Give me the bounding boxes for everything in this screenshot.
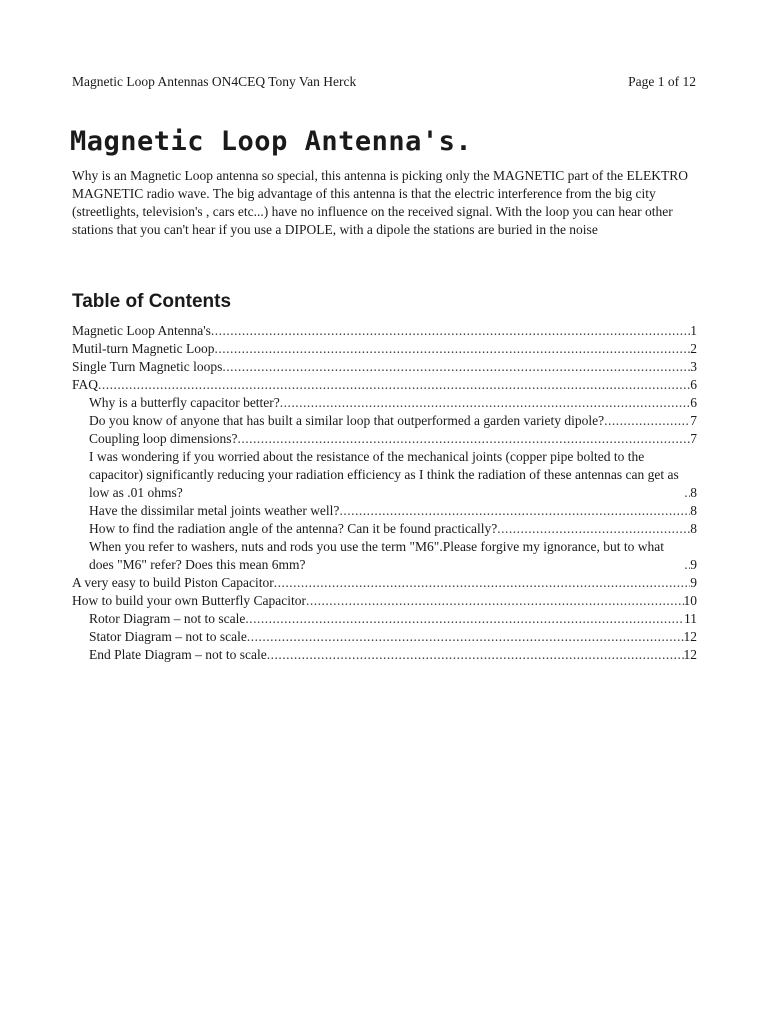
toc-entry-end-plate-diagram[interactable] xyxy=(72,646,697,664)
toc-entry-page: 12 xyxy=(683,647,697,662)
toc-entry-label[interactable]: End Plate Diagram – not to scale xyxy=(89,647,267,662)
toc-heading: Table of Contents xyxy=(72,291,232,312)
toc-entry-page: 1 xyxy=(690,323,697,338)
toc-entry-label[interactable]: How to build your own Butterfly Capacitor xyxy=(72,593,306,608)
toc-leader-dots xyxy=(339,502,690,520)
toc-leader-dots xyxy=(245,610,684,628)
toc-leader-dots xyxy=(222,358,690,376)
page-header xyxy=(72,74,696,90)
toc-entry-label[interactable]: I was wondering if you worried about the resistance of the mechanical joints (copper pipe bolted to the capacitor) significantly reducing your radiation efficiency as I think the radiation of these antennas can get as low as .01 ohms? xyxy=(89,449,679,500)
header-document-title: Magnetic Loop Antennas ON4CEQ Tony Van Herck xyxy=(72,74,357,89)
toc-entry-page: 7 xyxy=(690,413,697,428)
toc-leader-dots xyxy=(604,412,690,430)
toc-entry-label[interactable]: When you refer to washers, nuts and rods you use the term "M6".Please forgive my ignorance, but to what does "M6" refer? Does this mean 6mm? xyxy=(89,539,665,572)
toc-leader-dots xyxy=(247,628,684,646)
toc-entry-label[interactable]: Have the dissimilar metal joints weather well? xyxy=(89,503,340,518)
toc-entry-butterfly-capacitor-better[interactable] xyxy=(72,394,697,412)
toc-entry-page: 6 xyxy=(690,395,697,410)
toc-entry-dissimilar-metal-joints[interactable] xyxy=(72,502,697,520)
toc-leader-dots xyxy=(280,394,690,412)
toc-entry-build-butterfly-capacitor[interactable] xyxy=(72,592,697,610)
toc-entry-label[interactable]: Stator Diagram – not to scale xyxy=(89,629,247,644)
toc-leader-dots xyxy=(214,340,690,358)
toc-leader-dots xyxy=(274,574,691,592)
toc-leader-dots xyxy=(98,376,690,394)
document-title: Magnetic Loop Antenna's. xyxy=(70,126,473,157)
toc-leader-dots xyxy=(267,646,684,664)
toc-entry-piston-capacitor[interactable] xyxy=(72,574,697,592)
toc-entry-page: 9 xyxy=(690,575,697,590)
toc-entry-multi-turn-loop[interactable] xyxy=(72,340,697,358)
toc-entry-page: 8 xyxy=(690,503,697,518)
toc-entry-page: 2 xyxy=(690,341,697,356)
table-of-contents xyxy=(72,322,697,664)
toc-entry-mechanical-joints-resistance[interactable] xyxy=(72,448,697,502)
toc-entry-label[interactable]: Why is a butterfly capacitor better? xyxy=(89,395,280,410)
toc-entry-page: 6 xyxy=(690,377,697,392)
toc-entry-label[interactable]: Magnetic Loop Antenna's xyxy=(72,323,211,338)
toc-entry-page: 8 xyxy=(690,485,697,500)
toc-entry-label[interactable]: FAQ xyxy=(72,377,99,392)
toc-entry-label[interactable]: Coupling loop dimensions? xyxy=(89,431,238,446)
toc-leader-dots xyxy=(238,430,691,448)
toc-entry-label[interactable]: Mutil-turn Magnetic Loop xyxy=(72,341,215,356)
toc-entry-coupling-loop-dimensions[interactable] xyxy=(72,430,697,448)
toc-entry-stator-diagram[interactable] xyxy=(72,628,697,646)
intro-paragraph: Why is an Magnetic Loop antenna so special, this antenna is picking only the MAGNETIC part of the ELEKTRO MAGNETIC radio wave. The big advantage of this antenna is that the electric interference from the big city (streetlights, television's , cars etc...) have no influence on the received signal. With the loop you can hear other stations that you can't hear if you use a DIPOLE, with a dipole the stations are buried in the noise xyxy=(72,168,688,237)
toc-entry-page: 10 xyxy=(683,593,697,608)
toc-leader-dots xyxy=(497,520,690,538)
toc-entry-outperformed-dipole[interactable] xyxy=(72,412,697,430)
toc-entry-label[interactable]: Rotor Diagram – not to scale xyxy=(89,611,246,626)
toc-entry-page: 11 xyxy=(684,611,697,626)
toc-entry-m6-term[interactable] xyxy=(72,538,697,574)
toc-entry-label[interactable]: How to find the radiation angle of the antenna? Can it be found practically? xyxy=(89,521,498,536)
toc-entry-radiation-angle[interactable] xyxy=(72,520,697,538)
toc-entry-page: 12 xyxy=(683,629,697,644)
toc-leader-dots xyxy=(306,592,684,610)
toc-entry-magnetic-loop-antennas[interactable] xyxy=(72,322,697,340)
toc-entry-page: 8 xyxy=(690,521,697,536)
toc-entry-page: 7 xyxy=(690,431,697,446)
header-page-number: Page 1 of 12 xyxy=(628,74,696,89)
toc-entry-label[interactable]: A very easy to build Piston Capacitor xyxy=(72,575,274,590)
toc-entry-label[interactable]: Single Turn Magnetic loops xyxy=(72,359,223,374)
toc-entry-faq[interactable] xyxy=(72,376,697,394)
toc-entry-rotor-diagram[interactable] xyxy=(72,610,697,628)
toc-entry-page: 9 xyxy=(690,557,697,572)
toc-entry-single-turn-loops[interactable] xyxy=(72,358,697,376)
toc-leader-dots xyxy=(211,322,690,340)
toc-entry-label[interactable]: Do you know of anyone that has built a similar loop that outperformed a garden variety dipole? xyxy=(89,413,605,428)
toc-entry-page: 3 xyxy=(690,359,697,374)
